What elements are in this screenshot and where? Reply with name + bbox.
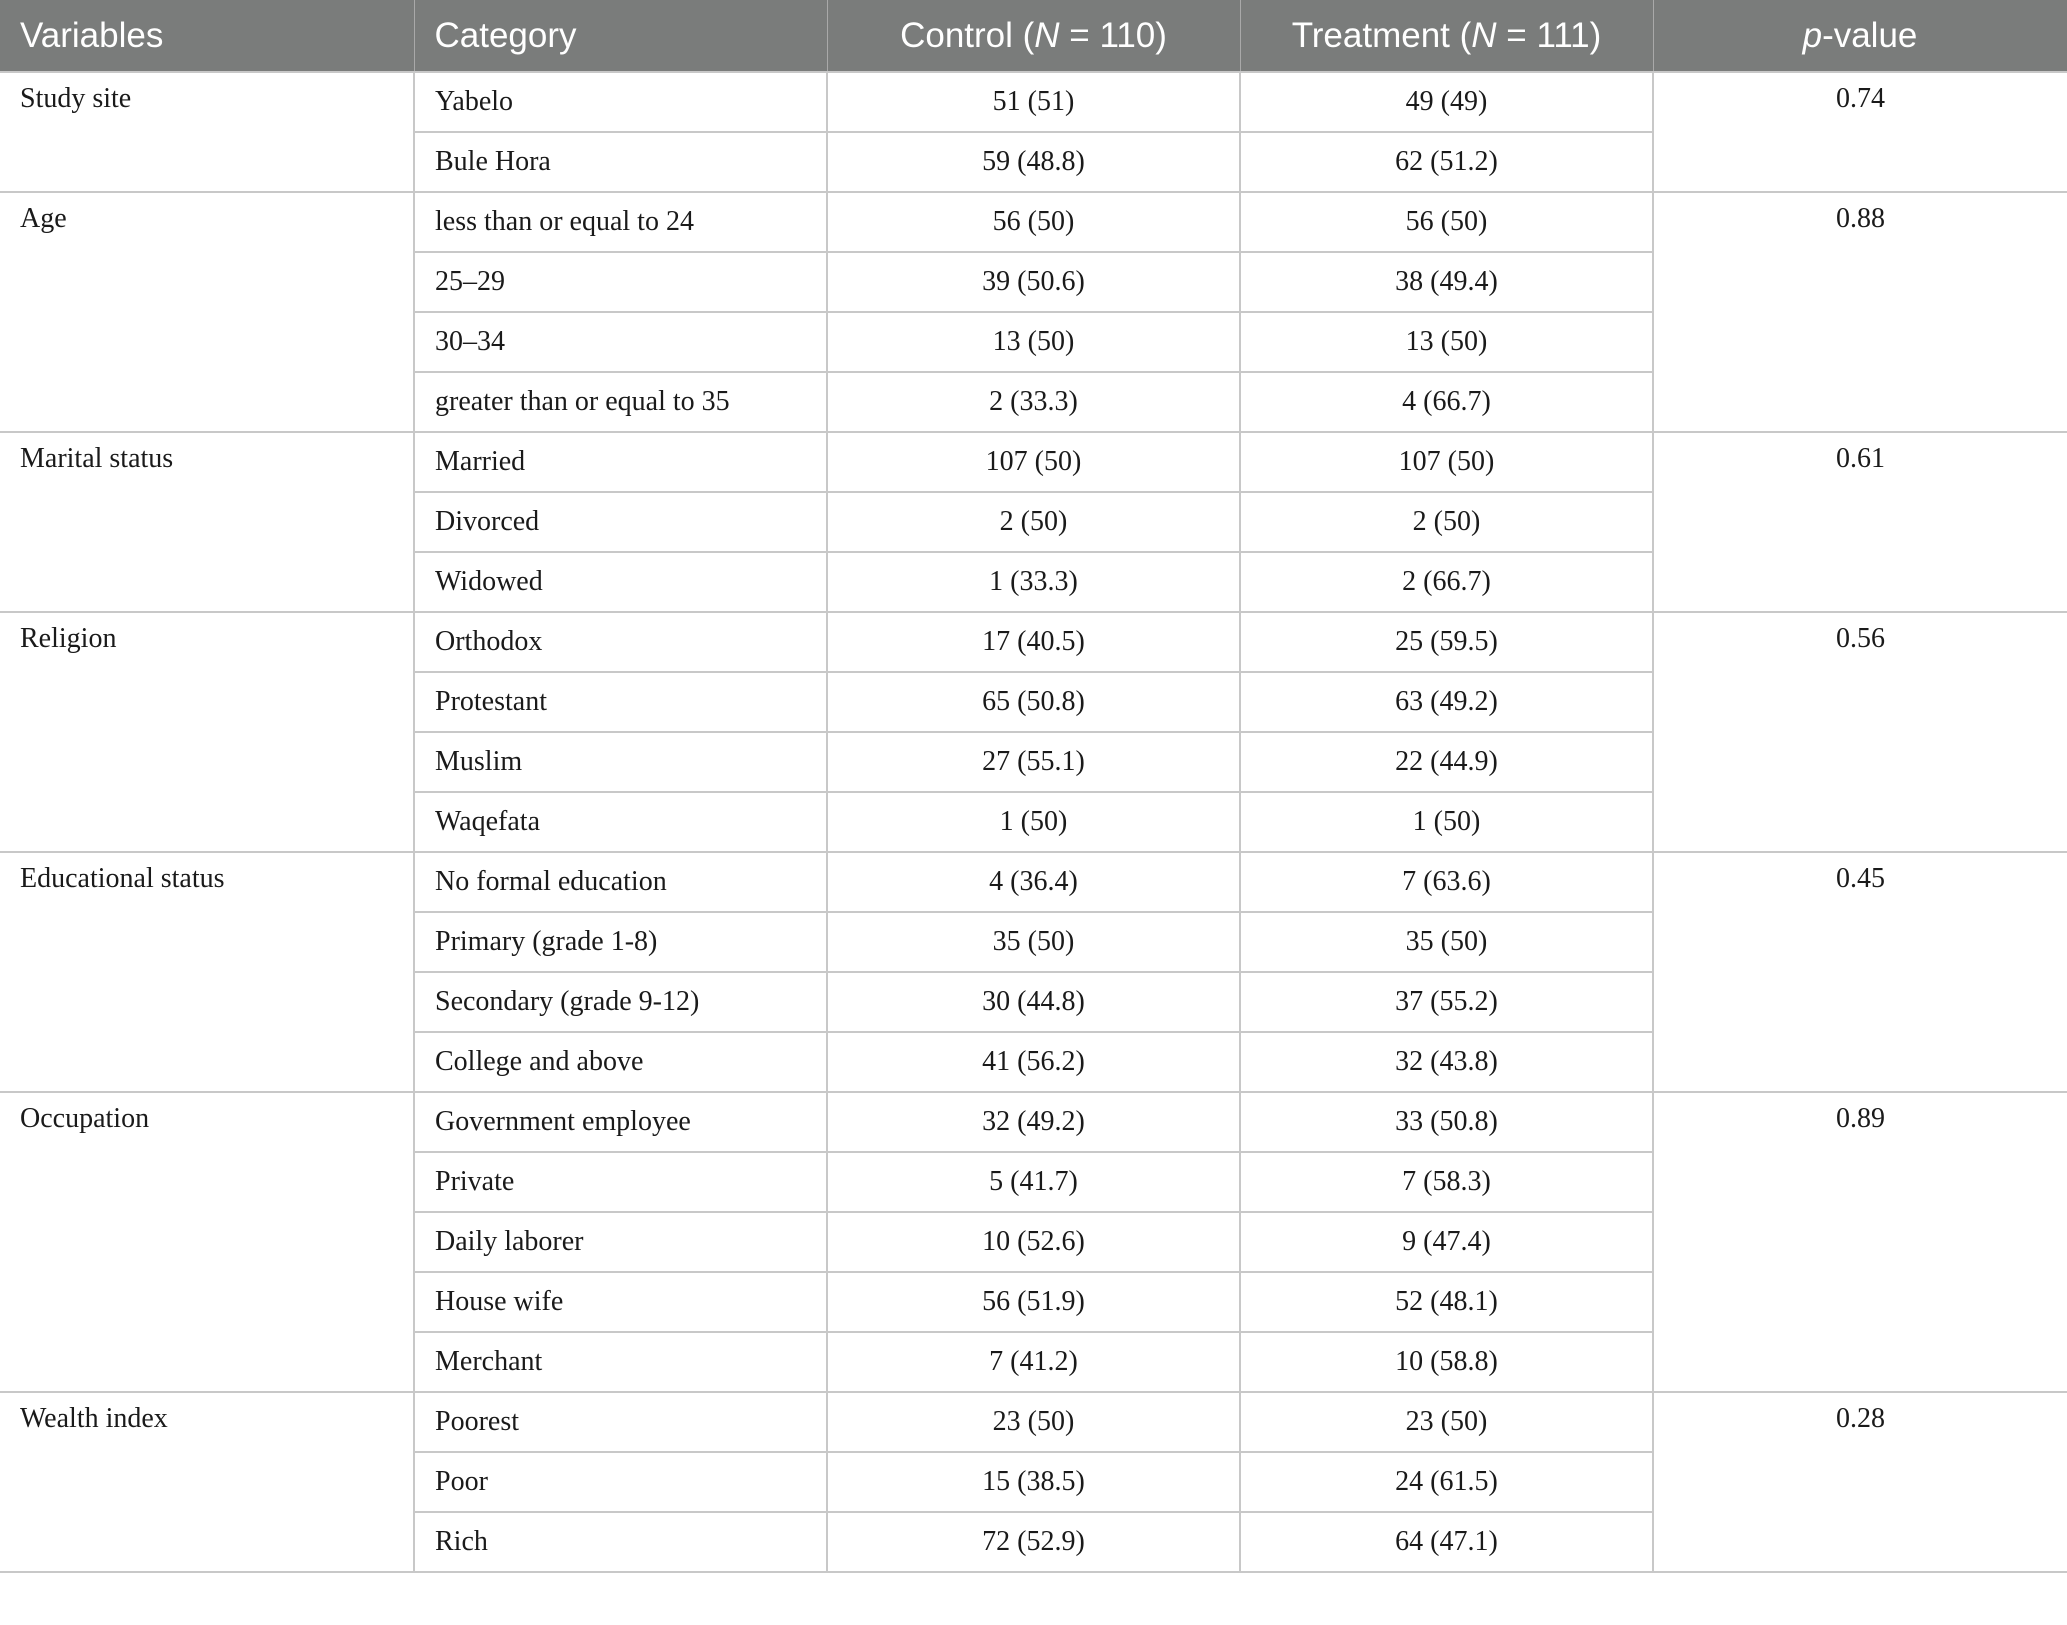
category-cell: Secondary (grade 9-12) <box>414 972 827 1032</box>
table-row <box>0 1392 2067 1452</box>
category-cell: Bule Hora <box>414 132 827 192</box>
table-row <box>0 192 2067 252</box>
table-body <box>0 72 2067 1572</box>
control-cell: 15 (38.5) <box>827 1452 1240 1512</box>
header-p: p <box>1802 15 1823 55</box>
control-cell: 10 (52.6) <box>827 1212 1240 1272</box>
header-p-value <box>1653 0 2067 72</box>
p-value-cell: 0.56 <box>1653 612 2067 852</box>
variable-cell: Marital status <box>0 432 414 612</box>
treatment-cell: 9 (47.4) <box>1240 1212 1653 1272</box>
header-control-pre: Control ( <box>900 15 1035 55</box>
control-cell: 65 (50.8) <box>827 672 1240 732</box>
control-cell: 5 (41.7) <box>827 1152 1240 1212</box>
treatment-cell: 13 (50) <box>1240 312 1653 372</box>
treatment-cell: 37 (55.2) <box>1240 972 1653 1032</box>
control-cell: 56 (51.9) <box>827 1272 1240 1332</box>
category-cell: less than or equal to 24 <box>414 192 827 252</box>
control-cell: 7 (41.2) <box>827 1332 1240 1392</box>
treatment-cell: 1 (50) <box>1240 792 1653 852</box>
header-control <box>827 0 1240 72</box>
treatment-cell: 107 (50) <box>1240 432 1653 492</box>
header-treatment-n: N <box>1471 15 1497 55</box>
treatment-cell: 33 (50.8) <box>1240 1092 1653 1152</box>
header-control-n: N <box>1034 15 1060 55</box>
control-cell: 1 (33.3) <box>827 552 1240 612</box>
treatment-cell: 49 (49) <box>1240 72 1653 132</box>
control-cell: 51 (51) <box>827 72 1240 132</box>
p-value-cell: 0.28 <box>1653 1392 2067 1572</box>
p-value-cell: 0.61 <box>1653 432 2067 612</box>
control-cell: 23 (50) <box>827 1392 1240 1452</box>
header-p-post: -value <box>1822 15 1918 55</box>
category-cell: Widowed <box>414 552 827 612</box>
control-cell: 4 (36.4) <box>827 852 1240 912</box>
variable-cell: Educational status <box>0 852 414 1092</box>
treatment-cell: 32 (43.8) <box>1240 1032 1653 1092</box>
header-row <box>0 0 2067 72</box>
treatment-cell: 52 (48.1) <box>1240 1272 1653 1332</box>
category-cell: Yabelo <box>414 72 827 132</box>
variable-cell: Age <box>0 192 414 432</box>
table-row <box>0 432 2067 492</box>
category-cell: greater than or equal to 35 <box>414 372 827 432</box>
p-value-cell: 0.89 <box>1653 1092 2067 1392</box>
treatment-cell: 62 (51.2) <box>1240 132 1653 192</box>
control-cell: 107 (50) <box>827 432 1240 492</box>
treatment-cell: 23 (50) <box>1240 1392 1653 1452</box>
control-cell: 39 (50.6) <box>827 252 1240 312</box>
p-value-cell: 0.88 <box>1653 192 2067 432</box>
variable-cell: Religion <box>0 612 414 852</box>
category-cell: Daily laborer <box>414 1212 827 1272</box>
category-cell: No formal education <box>414 852 827 912</box>
category-cell: Private <box>414 1152 827 1212</box>
category-cell: 30–34 <box>414 312 827 372</box>
control-cell: 2 (50) <box>827 492 1240 552</box>
variable-cell: Wealth index <box>0 1392 414 1572</box>
category-cell: 25–29 <box>414 252 827 312</box>
category-cell: Muslim <box>414 732 827 792</box>
control-cell: 30 (44.8) <box>827 972 1240 1032</box>
category-cell: Married <box>414 432 827 492</box>
control-cell: 1 (50) <box>827 792 1240 852</box>
treatment-cell: 56 (50) <box>1240 192 1653 252</box>
treatment-cell: 64 (47.1) <box>1240 1512 1653 1572</box>
table-header <box>0 0 2067 72</box>
header-treatment-pre: Treatment ( <box>1291 15 1472 55</box>
treatment-cell: 24 (61.5) <box>1240 1452 1653 1512</box>
category-cell: Poor <box>414 1452 827 1512</box>
variable-cell: Study site <box>0 72 414 192</box>
control-cell: 2 (33.3) <box>827 372 1240 432</box>
control-cell: 13 (50) <box>827 312 1240 372</box>
treatment-cell: 7 (63.6) <box>1240 852 1653 912</box>
header-treatment <box>1240 0 1653 72</box>
treatment-cell: 7 (58.3) <box>1240 1152 1653 1212</box>
control-cell: 56 (50) <box>827 192 1240 252</box>
category-cell: House wife <box>414 1272 827 1332</box>
control-cell: 35 (50) <box>827 912 1240 972</box>
variable-cell: Occupation <box>0 1092 414 1392</box>
header-variables: Variables <box>0 0 414 72</box>
treatment-cell: 22 (44.9) <box>1240 732 1653 792</box>
table-row <box>0 612 2067 672</box>
treatment-cell: 10 (58.8) <box>1240 1332 1653 1392</box>
table-row <box>0 852 2067 912</box>
category-cell: Primary (grade 1-8) <box>414 912 827 972</box>
category-cell: Rich <box>414 1512 827 1572</box>
category-cell: Divorced <box>414 492 827 552</box>
treatment-cell: 35 (50) <box>1240 912 1653 972</box>
category-cell: Merchant <box>414 1332 827 1392</box>
treatment-cell: 25 (59.5) <box>1240 612 1653 672</box>
p-value-cell: 0.45 <box>1653 852 2067 1092</box>
treatment-cell: 63 (49.2) <box>1240 672 1653 732</box>
header-treatment-post: = 111) <box>1496 15 1602 55</box>
treatment-cell: 4 (66.7) <box>1240 372 1653 432</box>
header-category: Category <box>414 0 827 72</box>
control-cell: 27 (55.1) <box>827 732 1240 792</box>
category-cell: Poorest <box>414 1392 827 1452</box>
header-control-post: = 110) <box>1059 15 1167 55</box>
control-cell: 32 (49.2) <box>827 1092 1240 1152</box>
treatment-cell: 2 (50) <box>1240 492 1653 552</box>
category-cell: Government employee <box>414 1092 827 1152</box>
treatment-cell: 38 (49.4) <box>1240 252 1653 312</box>
treatment-cell: 2 (66.7) <box>1240 552 1653 612</box>
table-row <box>0 1092 2067 1152</box>
control-cell: 72 (52.9) <box>827 1512 1240 1572</box>
category-cell: Protestant <box>414 672 827 732</box>
p-value-cell: 0.74 <box>1653 72 2067 192</box>
control-cell: 17 (40.5) <box>827 612 1240 672</box>
control-cell: 41 (56.2) <box>827 1032 1240 1092</box>
category-cell: Orthodox <box>414 612 827 672</box>
category-cell: College and above <box>414 1032 827 1092</box>
table-row <box>0 72 2067 132</box>
control-cell: 59 (48.8) <box>827 132 1240 192</box>
category-cell: Waqefata <box>414 792 827 852</box>
